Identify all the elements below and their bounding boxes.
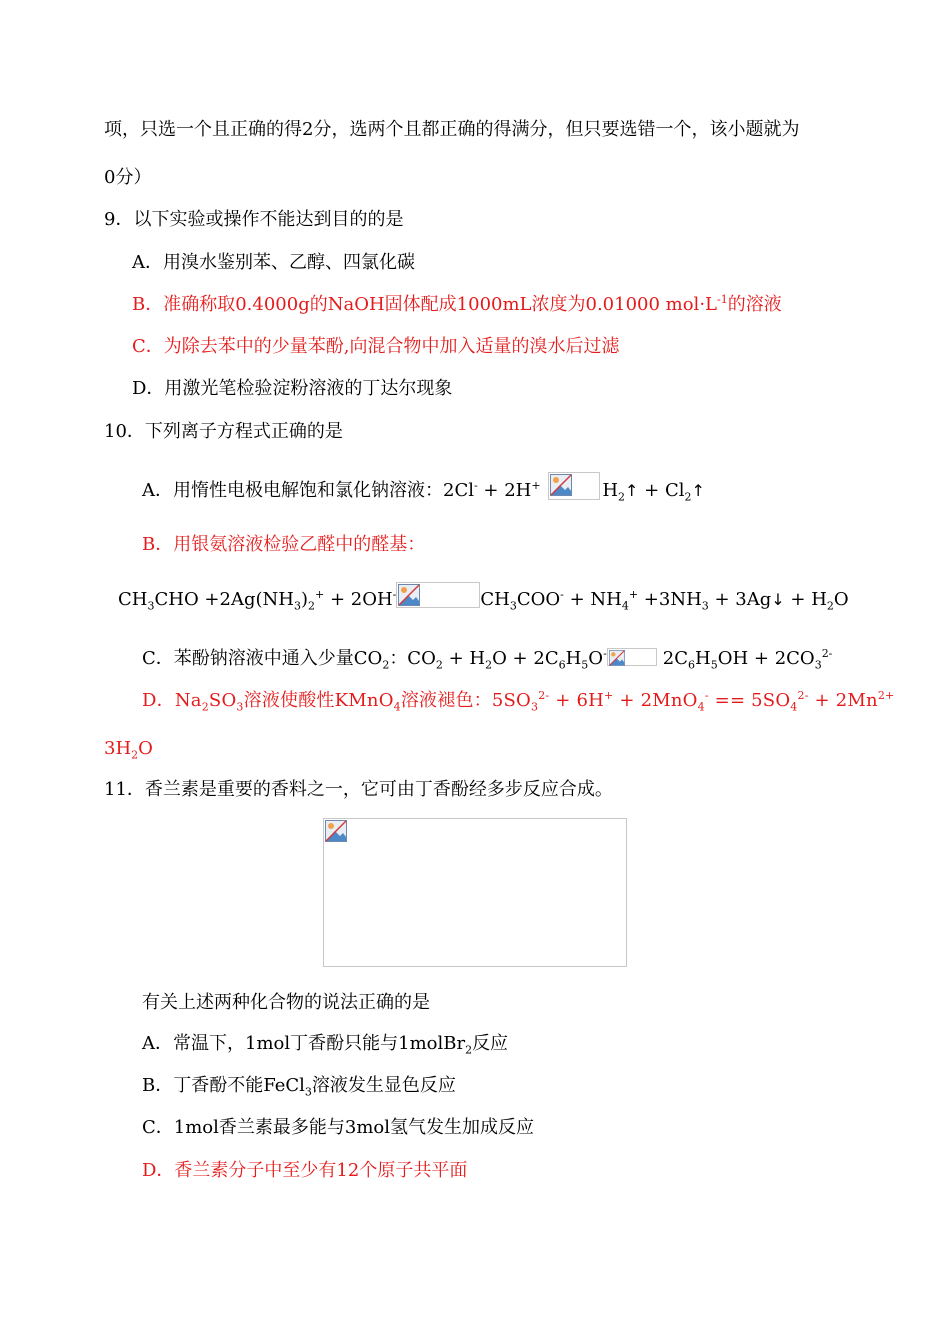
intro-line-1: 项，只选一个且正确的得2分，选两个且都正确的得满分，但只要选错一个，该小题就为 <box>104 119 800 140</box>
intro-line-2: 0分） <box>104 167 152 188</box>
broken-image-icon <box>609 650 625 666</box>
q11-stem: 11．香兰素是重要的香料之一，它可由丁香酚经多步反应合成。 <box>104 779 613 800</box>
q10-stem: 10．下列离子方程式正确的是 <box>104 421 343 442</box>
q9-stem: 9．以下实验或操作不能达到目的的是 <box>104 209 404 230</box>
q9-option-b: B．准确称取0.4000g的NaOH固体配成1000mL浓度为0.01000 $mol\cdot L^{-1}$的溶液 <box>132 293 782 315</box>
q9-option-c: C．为除去苯中的少量苯酚,向混合物中加入适量的溴水后过滤 <box>132 336 620 357</box>
q11-option-a: A．常温下，1mol丁香酚只能与1molBr$_2$反应 <box>142 1033 509 1057</box>
equation-placeholder-image <box>607 648 657 666</box>
q11-option-d: D．香兰素分子中至少有12个原子共平面 <box>142 1160 468 1181</box>
broken-image-icon <box>325 820 347 842</box>
q10-option-b-equation: $CH_3CHO +2Ag(NH_3)_2^+ + 2OH^-$ $CH_3COO^- + NH_4^+ +3NH_3$ + 3Ag↓ + $H_2O$ <box>118 582 849 611</box>
q9-option-a: A．用溴水鉴别苯、乙醇、四氯化碳 <box>132 252 415 273</box>
q9-option-d: D．用激光笔检验淀粉溶液的丁达尔现象 <box>132 378 453 399</box>
equation-placeholder-image <box>396 582 480 608</box>
broken-image-icon <box>398 584 420 606</box>
q11-sub-stem: 有关上述两种化合物的说法正确的是 <box>142 992 430 1013</box>
q10-option-c: C．苯酚钠溶液中通入少量$CO_2$：$CO_2 + H_2O + 2C_6H_5O^-$ $2C_6H_5OH + 2CO_3^{2-}$ <box>142 647 833 672</box>
equation-placeholder-image <box>548 472 600 500</box>
q10-option-d: D．$Na_2SO_3$溶液使酸性KMnO$_4$溶液褪色：$5SO_3^{2-} + 6H^+ + 2MnO_4^- == 5SO_4^{2-} + 2Mn^{2+}$ <box>142 689 895 714</box>
broken-image-icon <box>550 474 572 496</box>
reaction-placeholder-image <box>323 818 627 967</box>
q10-option-d-continued: $3H_2O$ <box>104 738 153 762</box>
q11-option-c: C．1mol香兰素最多能与3mol氢气发生加成反应 <box>142 1117 534 1138</box>
q10-option-b: B．用银氨溶液检验乙醛中的醛基： <box>142 534 426 555</box>
q10-option-a: A．用惰性电极电解饱和氯化钠溶液：2Cl- + 2H+ $H_2↑$ + $Cl_2↑$ <box>142 472 705 502</box>
q11-option-b: B．丁香酚不能FeCl$_3$溶液发生显色反应 <box>142 1075 456 1099</box>
